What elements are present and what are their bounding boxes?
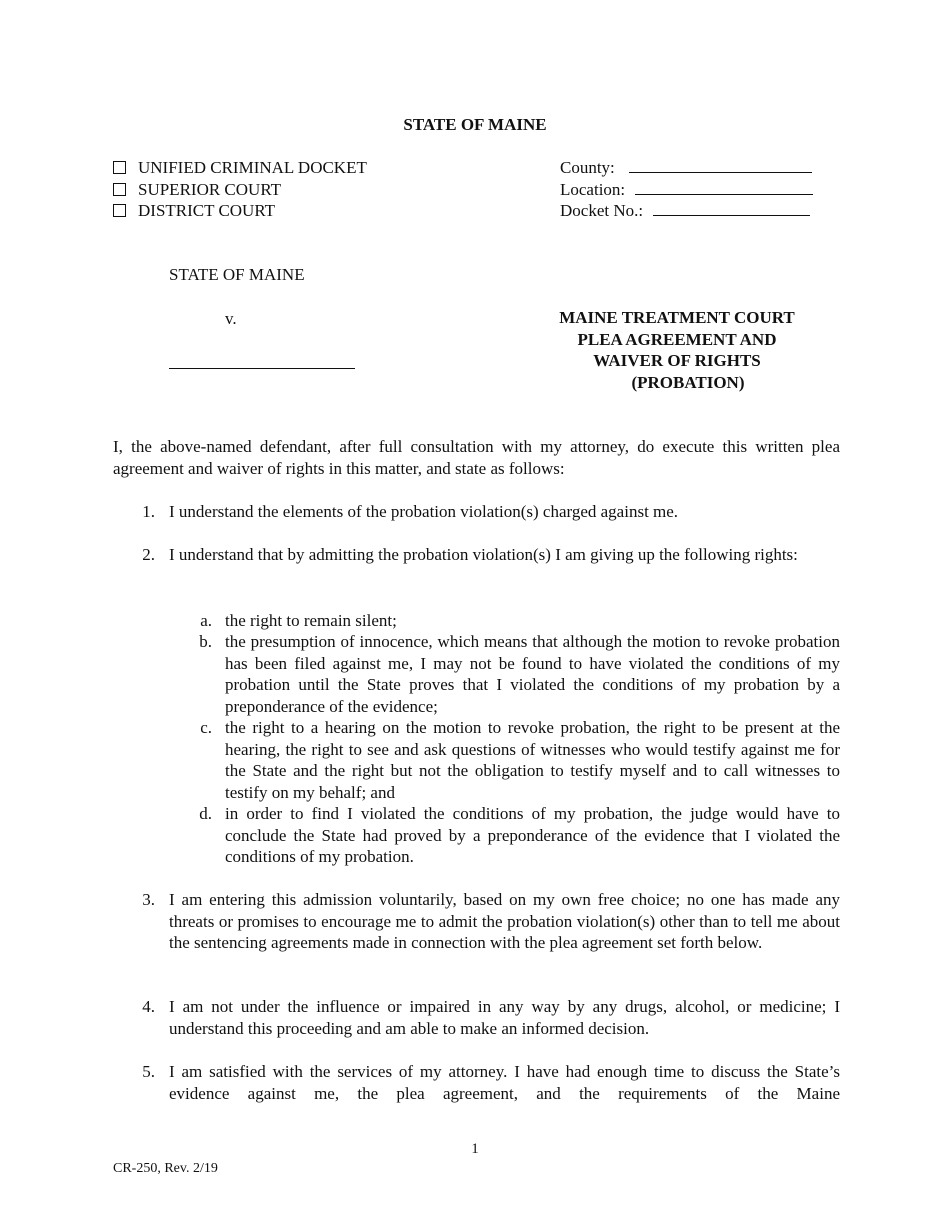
subitem-letter: a. [200,611,212,630]
item-text: I understand that by admitting the probation violation(s) I am giving up the following rights: [169,545,798,564]
item-text: I understand the elements of the probation violation(s) charged against me. [169,502,679,521]
defendant-name-input[interactable] [169,353,355,369]
court-option-label: SUPERIOR COURT [138,179,282,199]
subitem-letter: d. [199,804,212,823]
page-number: 1 [471,1141,479,1157]
subitem-text: in order to find I violated the conditions of my probation, the judge would have to conclude the State had proved by a preponderance of the evidence that I violated the conditions of my probation. [225,804,840,867]
court-option-superior-court[interactable] [113,179,367,201]
county-input[interactable] [629,157,812,173]
court-option-unified-criminal-docket[interactable] [113,157,367,179]
document-header-title: STATE OF MAINE [403,115,547,134]
docket-input[interactable] [653,200,810,216]
document-title-line: MAINE TREATMENT COURT [559,308,795,327]
court-option-district-court[interactable] [113,200,367,222]
item-number: 5. [142,1062,155,1081]
item-number: 4. [142,997,155,1016]
form-id: CR-250, Rev. 2/19 [113,1161,218,1176]
court-option-label: UNIFIED CRIMINAL DOCKET [138,158,367,177]
caption-versus: v. [225,309,237,328]
docket-field [560,200,813,222]
county-field [560,157,813,179]
item-text: I am entering this admission voluntarily, based on my own free choice; no one has made any threats or promises to encourage me to admit the probation violation(s) other than to tell me about the sentencing agreements made in connection with the plea agreement set forth below. [169,890,840,953]
court-option-label: DISTRICT COURT [138,201,276,221]
subitem-letter: b. [199,632,212,651]
item-number: 1. [142,502,155,521]
checkbox[interactable] [113,161,126,174]
document-title-line: WAIVER OF RIGHTS [593,351,761,371]
location-label: Location: [560,179,626,199]
subitem-text: the right to remain silent; [225,611,397,630]
item-text: I am satisfied with the services of my attorney. I have had enough time to discuss the State’s evidence against me, the plea agreement, and the requirements of the Maine [169,1062,840,1103]
document-title-line: (PROBATION) [631,372,745,392]
document-title [512,307,842,393]
subitem-text: the presumption of innocence, which means that although the motion to revoke probation has been filed against me, I may not be found to have violated the conditions of my probation until the State proves that I violated the conditions of my probation by a preponderance of the evidence; [225,632,840,716]
intro-paragraph: I, the above-named defendant, after full consultation with my attorney, do execute this written plea agreement and waiver of rights in this matter, and state as follows: [113,437,840,478]
location-field [560,179,813,201]
checkbox[interactable] [113,183,126,196]
item-text: I am not under the influence or impaired in any way by any drugs, alcohol, or medicine; I understand this proceeding and am able to make an informed decision. [169,997,840,1038]
document-title-line: PLEA AGREEMENT AND [577,329,777,349]
checkbox[interactable] [113,204,126,217]
item-number: 2. [142,545,155,564]
court-options [113,157,367,222]
caption-plaintiff: STATE OF MAINE [169,265,305,284]
case-fields [560,157,813,222]
item-number: 3. [142,890,155,909]
county-label: County: [560,158,615,177]
location-input[interactable] [635,179,813,195]
subitem-text: the right to a hearing on the motion to revoke probation, the right to be present at the hearing, the right to see and ask questions of witnesses who would testify against me for the State and the right but not the obligation to testify myself and to call witnesses to testify on my behalf; and [225,718,840,802]
subitem-letter: c. [200,718,212,737]
docket-label: Docket No.: [560,201,644,221]
